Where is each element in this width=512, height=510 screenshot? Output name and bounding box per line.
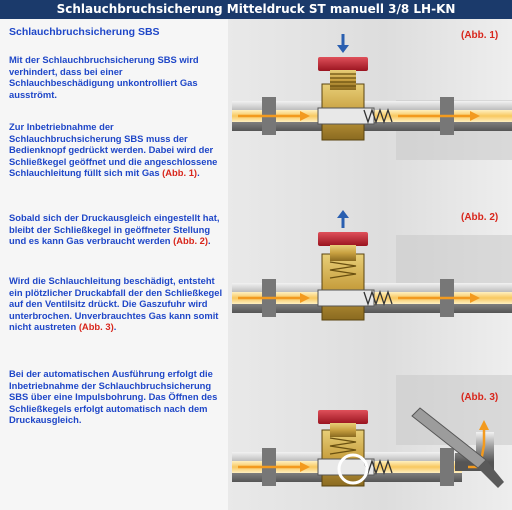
- paragraph-text: Bei der automatischen Ausführung erfolgt die Inbetriebnahme der Schlauchbruchsicherung SBS über eine Impulsbohrung. Das Öffnen des Schließkegels erfolgt automatisch nach dem Druckausgleich.: [9, 368, 218, 426]
- button-stem: [330, 245, 356, 261]
- valve-diagram-2: [232, 210, 512, 320]
- section-heading: Schlauchbruchsicherung SBS: [9, 26, 160, 38]
- paragraph-end: .: [113, 321, 117, 333]
- figure-reference: (Abb. 1): [162, 167, 198, 179]
- release-up-arrow-icon: [337, 210, 349, 228]
- valve-diagram-3: [232, 408, 504, 488]
- button-stem: [330, 70, 356, 90]
- paragraph-text: Sobald sich der Druckausgleich eingestellt hat, bleibt der Schließkegel in geöffneter Stellung und es kann Gas verbraucht werden: [9, 212, 220, 247]
- paragraph-text: Zur Inbetriebnahme der Schlauchbruchsicherung SBS muss der Bedienknopf gedrückt werden. Dabei wird der Schließkegel geöffnet und die angeschlossene Schlauchleitung füllt sich mit Gas: [9, 121, 218, 179]
- valve-diagram-1: [232, 34, 512, 140]
- button-stem: [330, 423, 356, 437]
- paragraph-text: Wird die Schlauchleitung beschädigt, entsteht ein plötzlicher Druckabfall der den Schließkegel auf den Ventilsitz drückt. Die Gaszufuhr wird unterbrochen. Unverbrauchtes Gas kann somit nicht austreten: [9, 275, 223, 333]
- figure-reference: (Abb. 3): [78, 321, 114, 333]
- push-button: [318, 232, 368, 246]
- paragraph-end: .: [208, 235, 211, 247]
- figure-label-1: (Abb. 1): [461, 30, 499, 41]
- figure-reference: (Abb. 2): [173, 235, 209, 247]
- push-button: [318, 410, 368, 424]
- paragraph-text: Mit der Schlauchbruchsicherung SBS wird verhindert, dass bei einer Schlauchbeschädigung unkontrolliert Gas ausströmt.: [9, 54, 199, 100]
- page-title: Schlauchbruchsicherung Mitteldruck ST manuell 3/8 LH-KN: [0, 0, 512, 19]
- push-down-arrow-icon: [337, 34, 349, 53]
- push-button: [318, 57, 368, 71]
- figure-label-3: (Abb. 3): [461, 392, 499, 403]
- leak-flow-arrowhead: [479, 420, 489, 430]
- paragraph-end: .: [197, 167, 200, 179]
- nut-right: [440, 448, 454, 486]
- figure-label-2: (Abb. 2): [461, 212, 499, 223]
